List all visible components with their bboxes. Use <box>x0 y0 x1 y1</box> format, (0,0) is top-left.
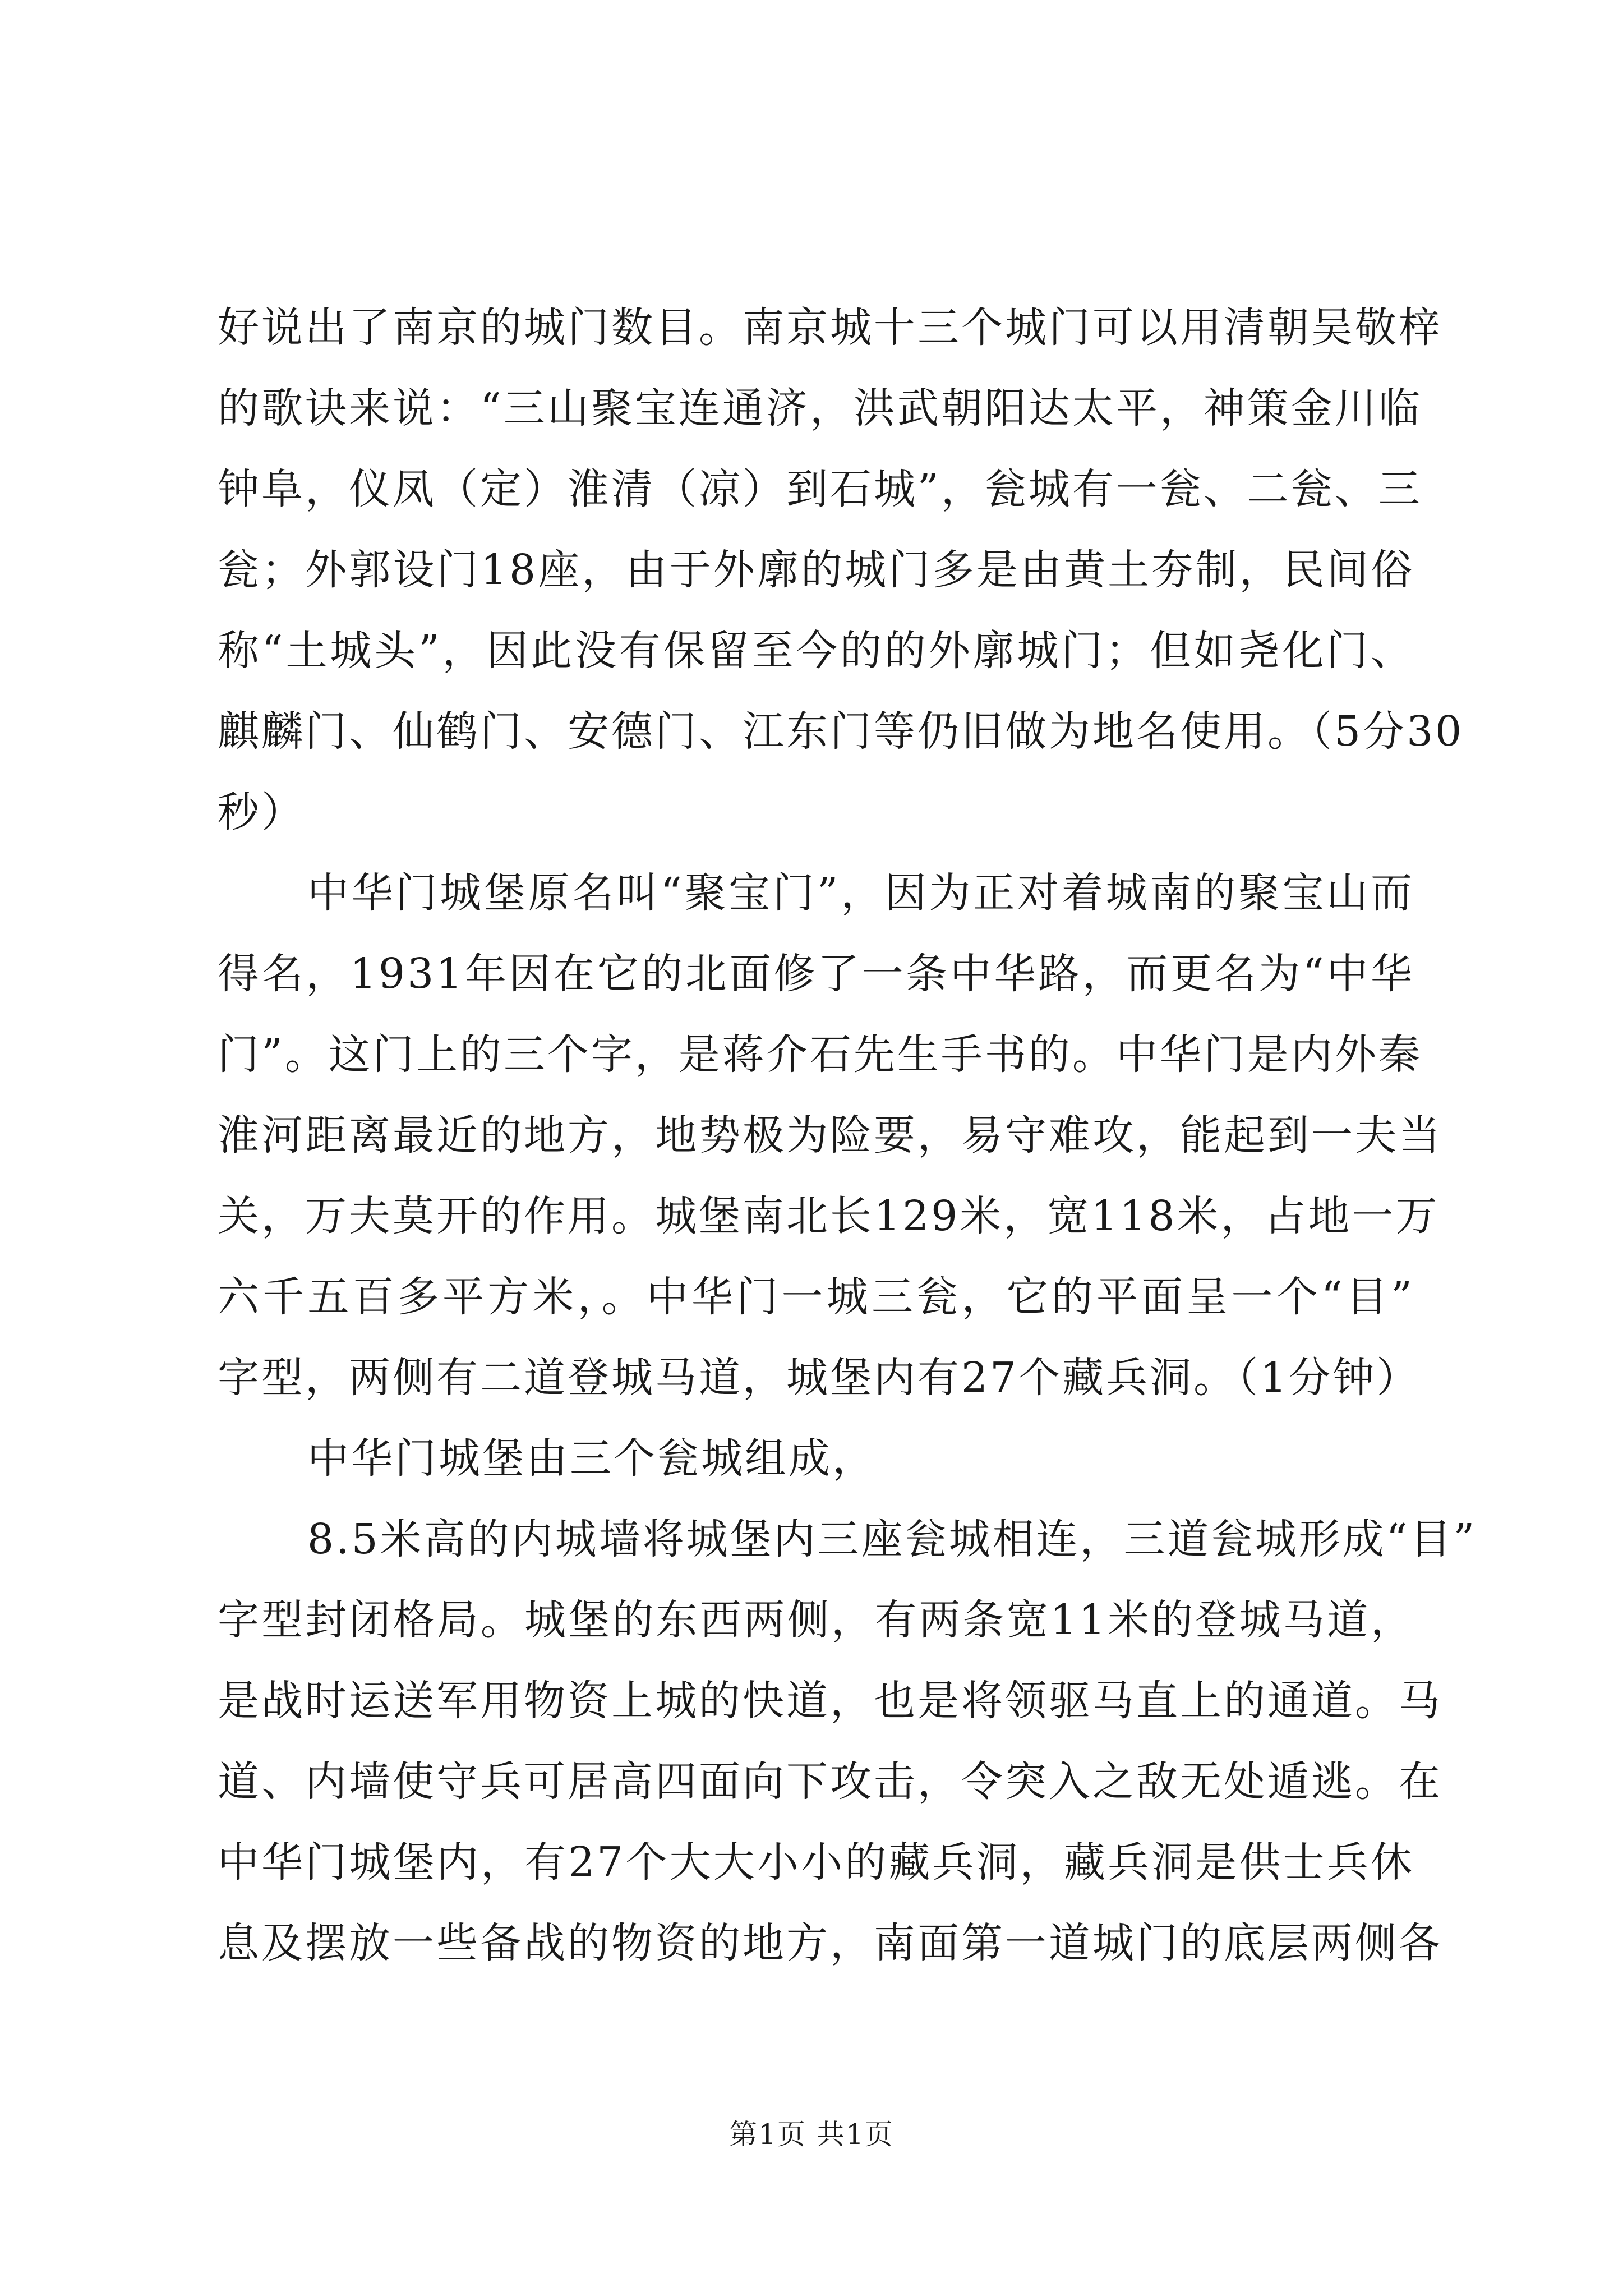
text-line: 门”。这门上的三个字，是蒋介石先生手书的。中华门是内外秦 <box>218 1030 1422 1079</box>
text-line: 的歌诀来说：“三山聚宝连通济，洪武朝阳达太平，神策金川临 <box>218 384 1422 432</box>
text-line: 好说出了南京的城门数目。南京城十三个城门可以用清朝吴敬梓 <box>218 303 1442 352</box>
paragraph-first-line: 中华门城堡原名叫“聚宝门”，因为正对着城南的聚宝山而 <box>307 869 1414 917</box>
text-line: 字型，两侧有二道登城马道，城堡内有27个藏兵洞。（1分钟） <box>218 1354 1421 1402</box>
text-line: 中华门城堡内，有27个大大小小的藏兵洞，藏兵洞是供士兵休 <box>218 1838 1414 1887</box>
paragraph-first-line: 8.5米高的内城墙将城堡内三座瓮城相连，三道瓮城形成“目” <box>307 1515 1477 1563</box>
text-line: 字型封闭格局。城堡的东西两侧，有两条宽11米的登城马道， <box>218 1596 1414 1644</box>
document-body <box>218 287 1477 1984</box>
page-number-label: 第1页 共1页 <box>729 2118 894 2151</box>
text-line: 六千五百多平方米，。中华门一城三瓮，它的平面呈一个“目” <box>218 1273 1414 1321</box>
page-footer <box>0 2115 1623 2154</box>
text-line: 道、内墙使守兵可居高四面向下攻击，令突入之敌无处遁逃。在 <box>218 1757 1442 1806</box>
text-line: 息及摆放一些备战的物资的地方，南面第一道城门的底层两侧各 <box>218 1919 1442 1967</box>
paragraph-first-line: 中华门城堡由三个瓮城组成， <box>307 1434 876 1483</box>
text-line: 麒麟门、仙鹤门、安德门、江东门等仍旧做为地名使用。（5分30 <box>218 707 1464 756</box>
text-line: 关，万夫莫开的作用。城堡南北长129米，宽118米，占地一万 <box>218 1192 1440 1240</box>
text-line: 得名，1931年因在它的北面修了一条中华路，而更名为“中华 <box>218 950 1414 998</box>
text-line: 称“土城头”，因此没有保留至今的的外廓城门；但如尧化门、 <box>218 627 1414 675</box>
text-line: 钟阜，仪凤（定）淮清（凉）到石城”，瓮城有一瓮、二瓮、三 <box>218 465 1422 513</box>
text-line: 淮河距离最近的地方，地势极为险要，易守难攻，能起到一夫当 <box>218 1111 1442 1159</box>
text-line: 是战时运送军用物资上城的快道，也是将领驱马直上的通道。马 <box>218 1677 1442 1725</box>
text-line: 瓮；外郭设门18座，由于外廓的城门多是由黄土夯制，民间俗 <box>218 546 1414 594</box>
text-line: 秒） <box>218 788 305 836</box>
